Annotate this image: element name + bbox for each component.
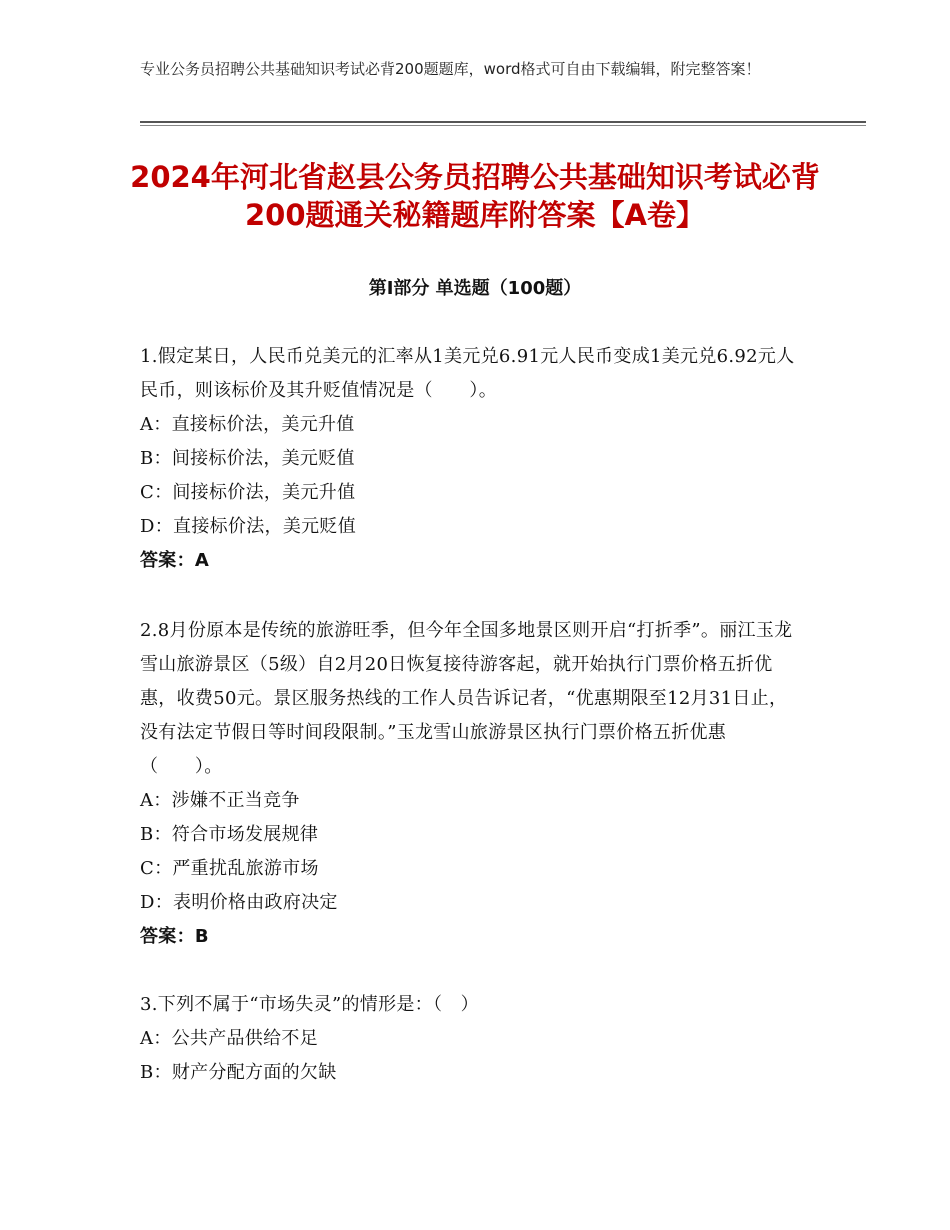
option-a: A：公共产品供给不足 bbox=[140, 1028, 318, 1049]
option-c: C：严重扰乱旅游市场 bbox=[140, 858, 319, 879]
answer: 答案：B bbox=[140, 926, 209, 947]
option-d: D：表明价格由政府决定 bbox=[140, 892, 338, 913]
question-1 bbox=[140, 340, 805, 578]
option-c: C：间接标价法，美元升值 bbox=[140, 482, 356, 503]
question-stem: 3.下列不属于“市场失灵”的情形是：（ ） bbox=[140, 994, 479, 1015]
header-divider-thin bbox=[140, 125, 866, 126]
option-d: D：直接标价法，美元贬值 bbox=[140, 516, 357, 537]
header-divider-thick bbox=[140, 121, 866, 123]
question-stem: 2.8月份原本是传统的旅游旺季，但今年全国多地景区则开启“打折季”。丽江玉龙雪山旅游景区（5级）自2月20日恢复接待游客起，就开始执行门票价格五折优惠，收费50元。景区服务热线的工作人员告诉记者，“优惠期限至12月31日止，没有法定节假日等时间段限制。”玉龙雪山旅游景区执行门票价格五折优惠（ ）。 bbox=[140, 620, 793, 777]
option-b: B：间接标价法，美元贬值 bbox=[140, 448, 355, 469]
option-a: A：直接标价法，美元升值 bbox=[140, 414, 355, 435]
option-b: B：财产分配方面的欠缺 bbox=[140, 1062, 337, 1083]
header-note: 专业公务员招聘公共基础知识考试必背200题题库，word格式可自由下载编辑，附完整答案！ bbox=[140, 60, 761, 78]
answer: 答案：A bbox=[140, 550, 210, 571]
option-a: A：涉嫌不正当竞争 bbox=[140, 790, 300, 811]
question-stem: 1.假定某日，人民币兑美元的汇率从1美元兑6.91元人民币变成1美元兑6.92元人民币，则该标价及其升贬值情况是（ ）。 bbox=[140, 346, 795, 401]
question-3 bbox=[140, 988, 805, 1090]
question-2 bbox=[140, 614, 805, 954]
section-title: 第Ⅰ部分 单选题（100题） bbox=[368, 278, 582, 299]
option-b: B：符合市场发展规律 bbox=[140, 824, 319, 845]
document-title: 2024年河北省赵县公务员招聘公共基础知识考试必背200题通关秘籍题库附答案【A卷】 bbox=[130, 160, 820, 232]
